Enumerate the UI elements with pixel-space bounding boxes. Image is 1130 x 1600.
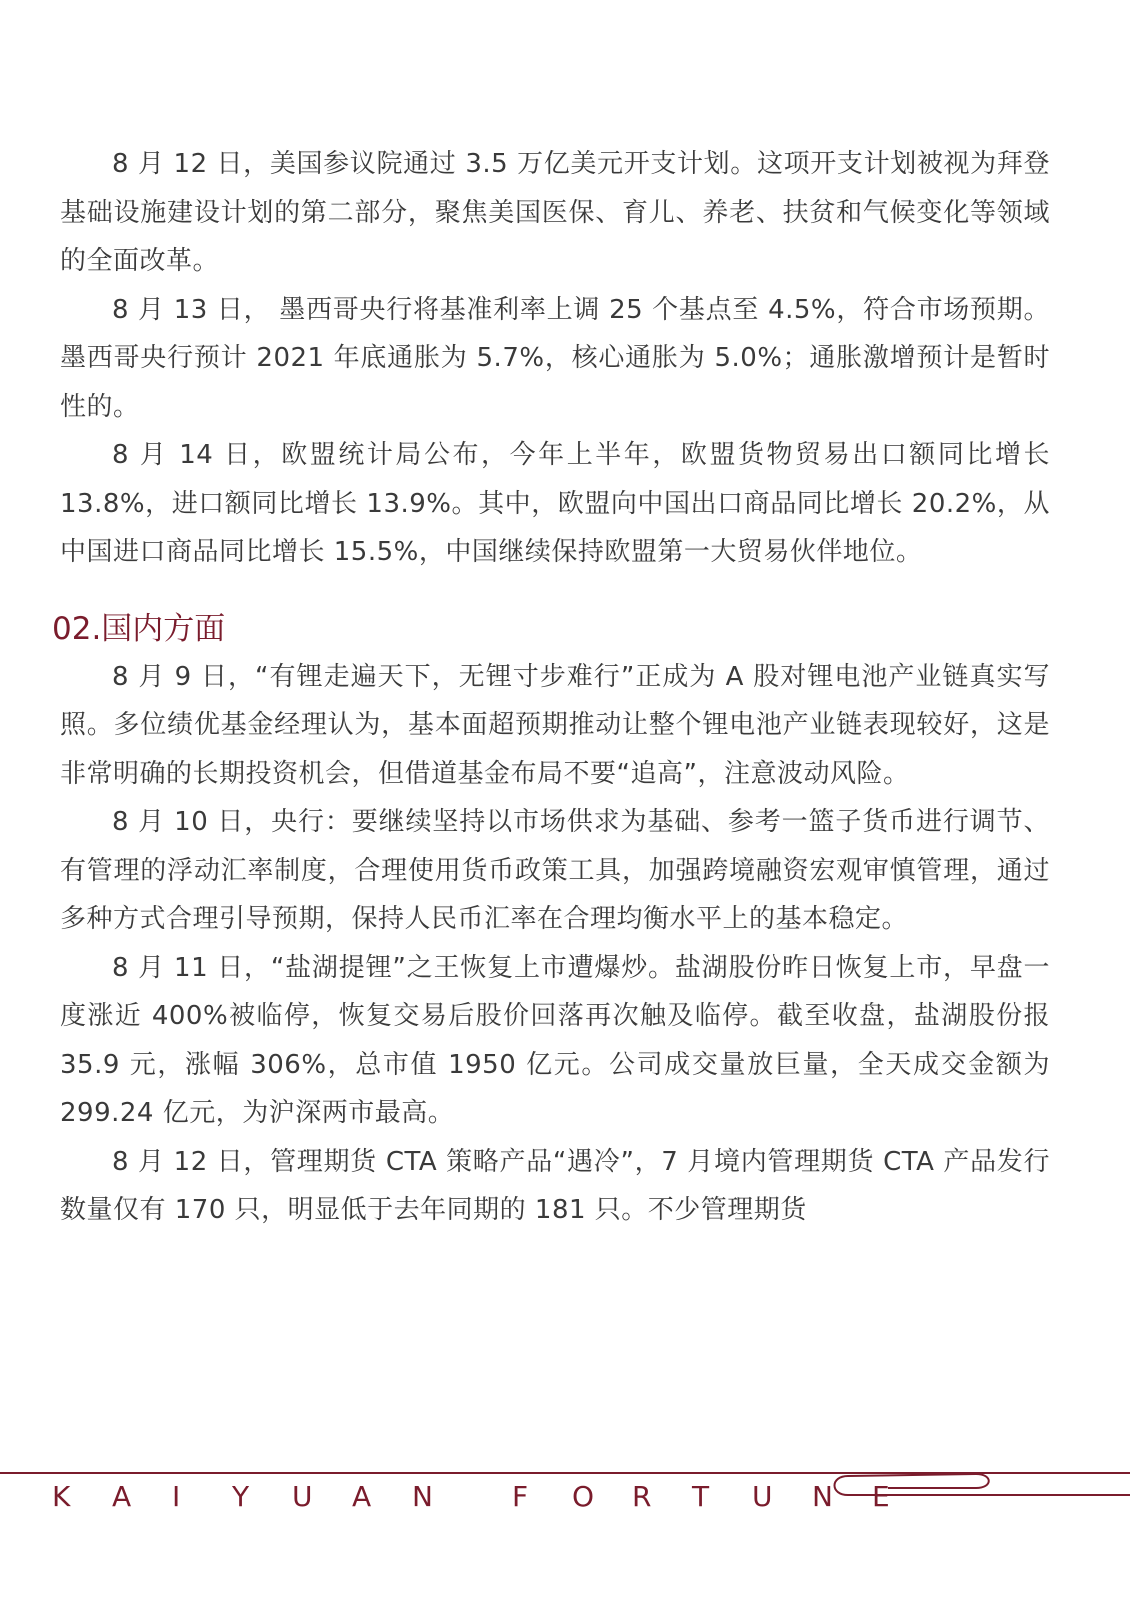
paragraph: 8 月 12 日，美国参议院通过 3.5 万亿美元开支计划。这项开支计划被视为拜登基础设施建设计划的第二部分，聚焦美国医保、育儿、养老、扶贫和气候变化等领域的全面改革。 [60,149,1050,276]
brand-letter: N [412,1480,433,1513]
paragraph: 8 月 14 日，欧盟统计局公布，今年上半年，欧盟货物贸易出口额同比增长 13.8%，进口额同比增长 13.9%。其中，欧盟向中国出口商品同比增长 20.2%，从中国进口商品同比增长 15.5%，中国继续保持欧盟第一大贸易伙伴地位。 [60,440,1050,567]
brand-letter: A [112,1480,132,1513]
brand-letter-gap [472,1480,512,1513]
brand-letter: A [352,1480,372,1513]
brand-letter: N [812,1480,833,1513]
brand-logo [52,1480,932,1513]
brand-letter: T [692,1480,710,1513]
brand-letter: I [172,1480,181,1513]
paragraph: 8 月 11 日，“盐湖提锂”之王恢复上市遭爆炒。盐湖股份昨日恢复上市，早盘一度涨近 400%被临停，恢复交易后股价回落再次触及临停。截至收盘，盐湖股份报 35.9 元，涨幅 306%，总市值 1950 亿元。公司成交量放巨量，全天成交金额为 299.24 亿元，为沪深两市最高。 [60,952,1050,1128]
brand-letter: F [512,1480,529,1513]
brand-letter: Y [232,1480,250,1513]
paragraph: 8 月 13 日， 墨西哥央行将基准利率上调 25 个基点至 4.5%，符合市场预期。墨西哥央行预计 2021 年底通胀为 5.7%，核心通胀为 5.0%；通胀激增预计是暂时性的。 [60,294,1050,422]
swoosh-decoration-icon [828,1468,1130,1518]
brand-letter: R [632,1480,652,1513]
brand-letter: U [292,1480,313,1513]
brand-letter: U [752,1480,773,1513]
paragraph: 8 月 9 日，“有锂走遍天下，无锂寸步难行”正成为 A 股对锂电池产业链真实写照。多位绩优基金经理认为，基本面超预期推动让整个锂电池产业链表现较好，这是非常明确的长期投资机会，但借道基金布局不要“追高”，注意波动风险。 [60,661,1050,789]
brand-letter: E [872,1480,890,1513]
section-heading: 02.国内方面 [52,610,226,647]
article-body [52,140,1050,1235]
paragraph: 8 月 10 日，央行：要继续坚持以市场供求为基础、参考一篮子货币进行调节、有管理的浮动汇率制度，合理使用货币政策工具，加强跨境融资宏观审慎管理，通过多种方式合理引导预期，保持人民币汇率在合理均衡水平上的基本稳定。 [60,807,1050,934]
brand-letter: O [572,1480,595,1513]
paragraph: 8 月 12 日，管理期货 CTA 策略产品“遇冷”，7 月境内管理期货 CTA 产品发行数量仅有 170 只，明显低于去年同期的 181 只。不少管理期货 [60,1146,1050,1225]
brand-letter: K [52,1480,71,1513]
